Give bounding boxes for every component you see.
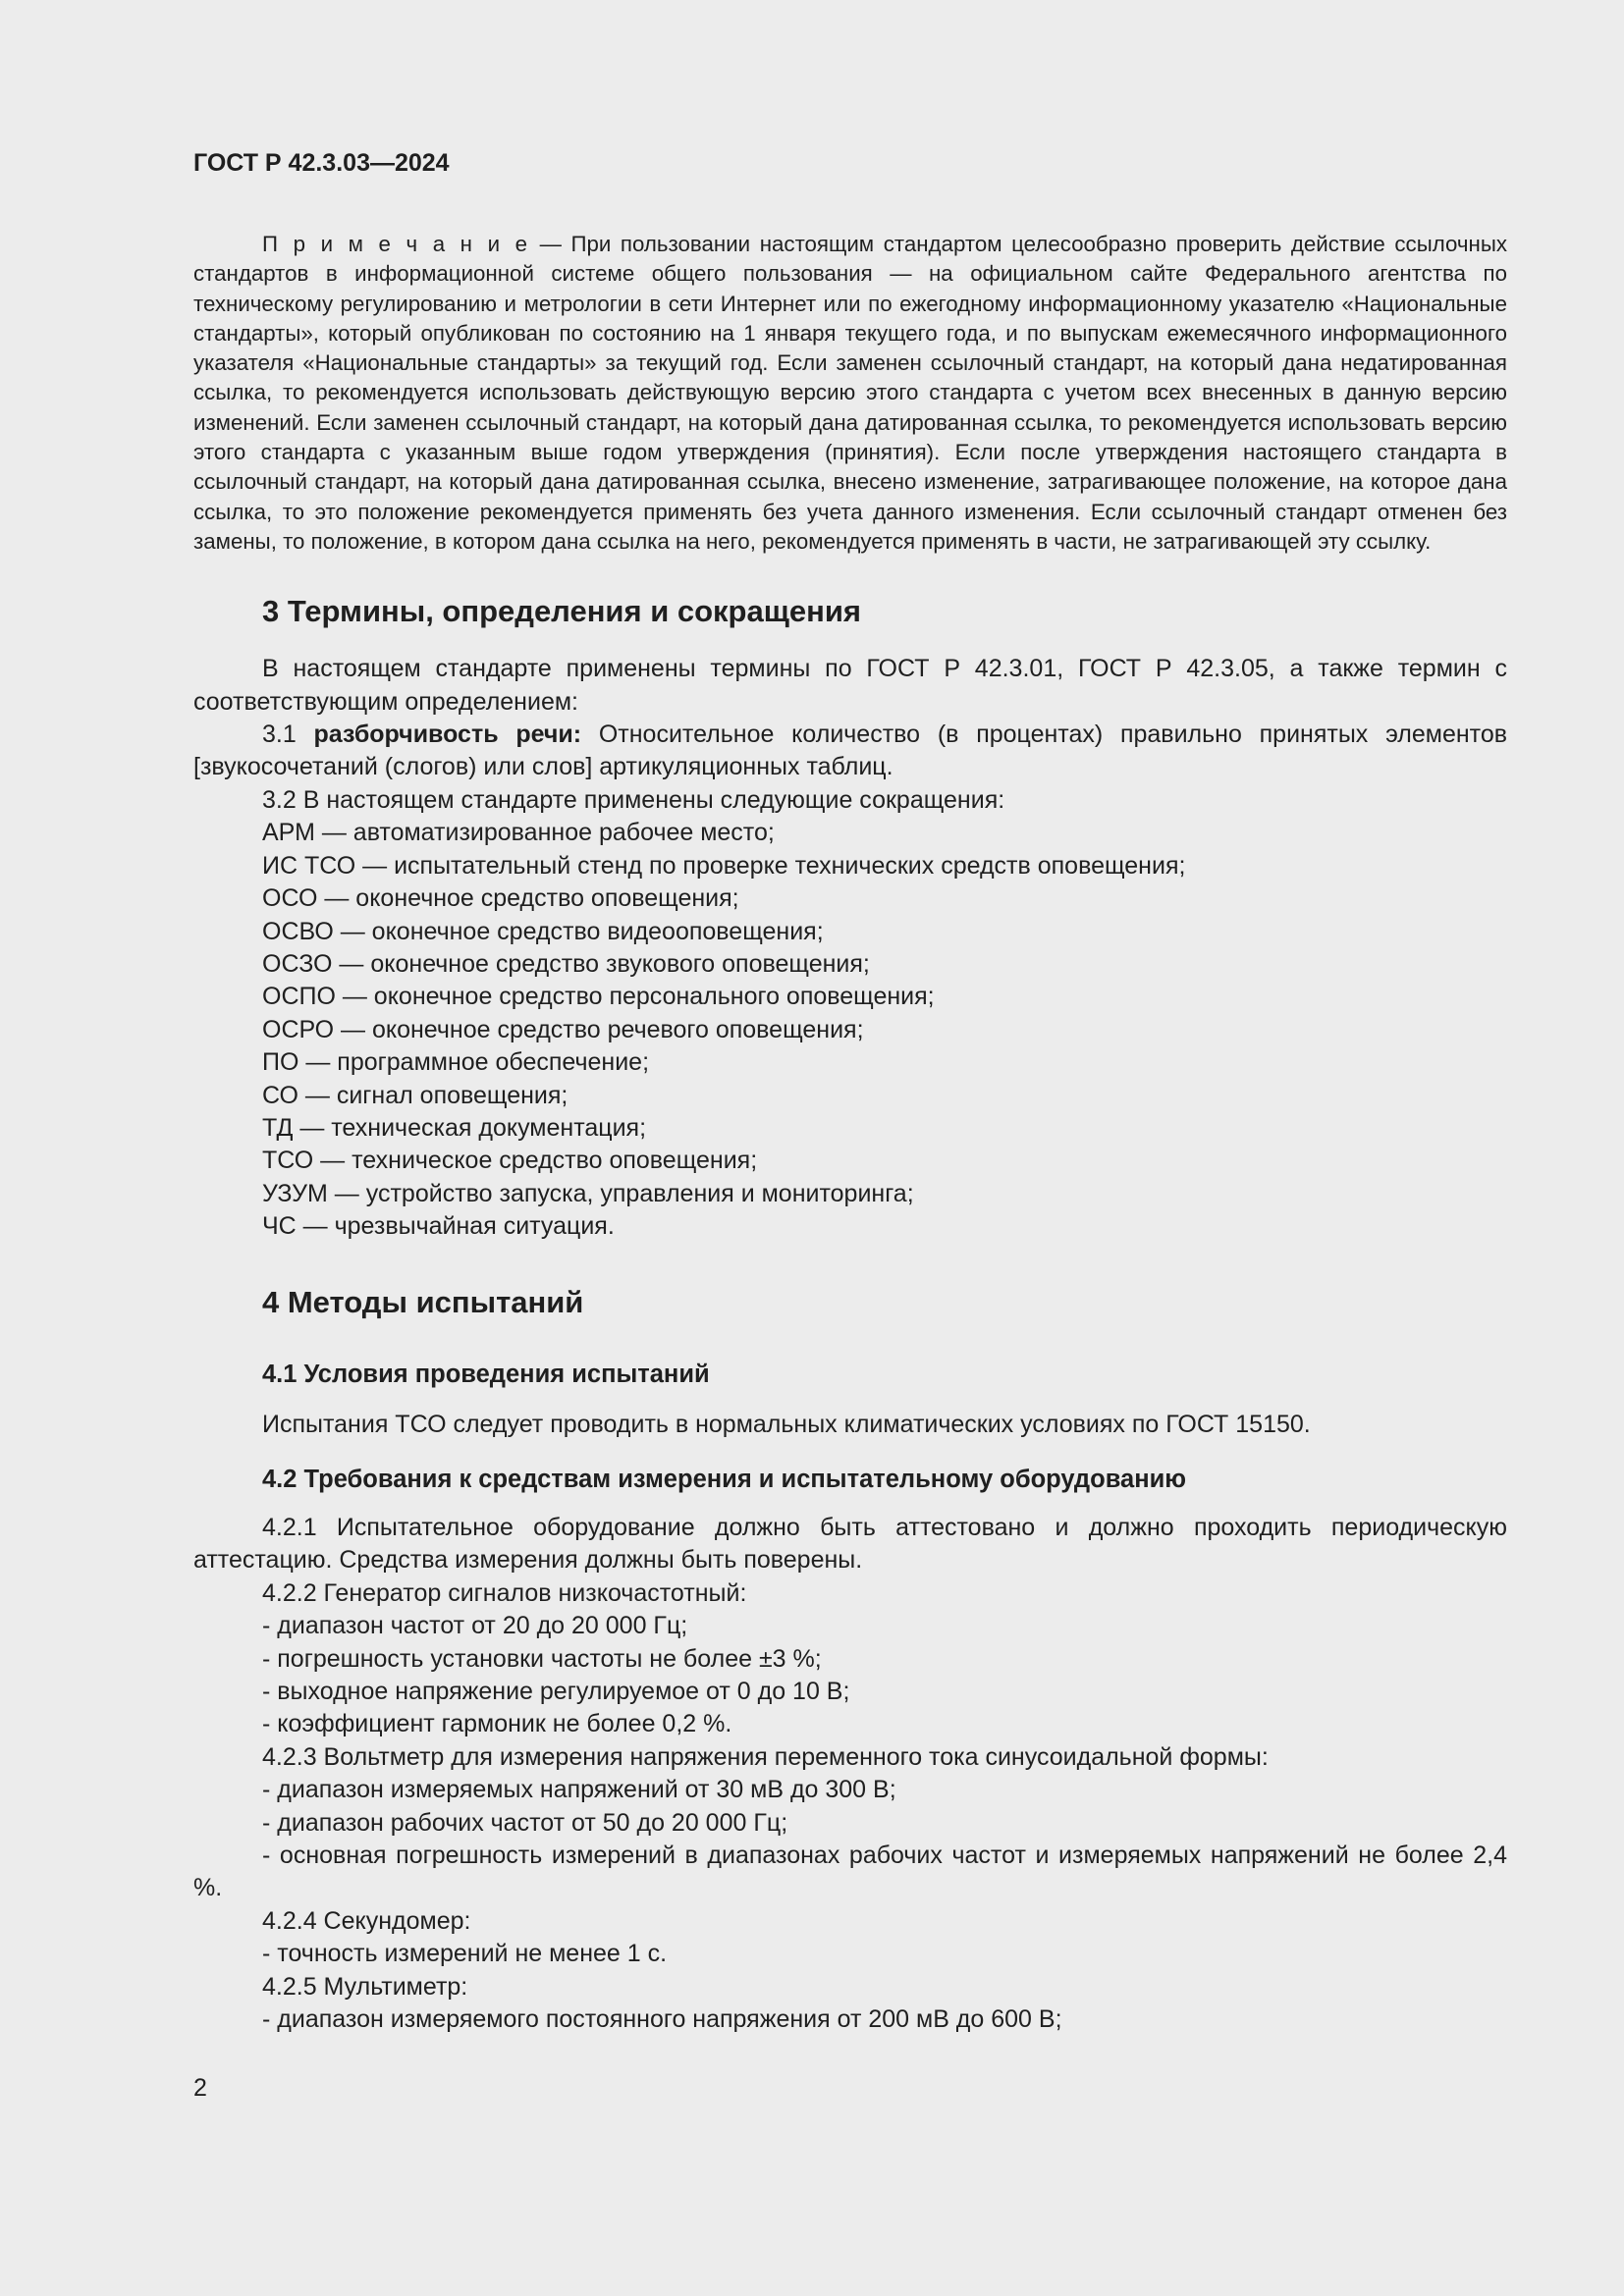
section-4-2-heading: 4.2 Требования к средствам измерения и испытательному оборудованию bbox=[262, 1465, 1187, 1493]
abbreviation-item: ОСВО — оконечное средство видеооповещения; bbox=[262, 917, 824, 945]
note-text: — При пользовании настоящим стандартом целесообразно проверить действие ссылочных стандартов в информационной системе общего пользования — на официальном сайте Федерального агентства по техническому регулированию и метрологии в сети Интернет или по ежегодному информационному указателю «Национальные стандарты», который опубликован по состоянию на 1 января текущего года, и по выпускам ежемесячного информационного указателя «Национальные стандарты» за текущий год. Если заменен ссылочный стандарт, на который дана недатированная ссылка, то рекомендуется использовать действующую версию этого стандарта с учетом всех внесенных в данную версию изменений. Если заменен ссылочный стандарт, на который дана датированная ссылка, то рекомендуется использовать версию этого стандарта с указанным выше годом утверждения (принятия). Если после утверждения настоящего стандарта в ссылочный стандарт, на который дана датированная ссылка, внесено изменение, затрагивающее положение, на которое дана ссылка, то это положение рекомендуется применять без учета данного изменения. Если ссылочный стандарт отменен без замены, то положение, в котором дана ссылка на него, рекомендуется применять в части, не затрагивающей эту ссылку. bbox=[193, 232, 1507, 554]
section-4-2-body bbox=[193, 1512, 1507, 2037]
list-item: - коэффициент гармоник не более 0,2 %. bbox=[262, 1710, 732, 1738]
abbreviation-item: ОСРО — оконечное средство речевого оповещения; bbox=[262, 1015, 864, 1043]
list-item: - диапазон рабочих частот от 50 до 20 000 Гц; bbox=[262, 1808, 788, 1837]
list-item: - диапазон измеряемого постоянного напряжения от 200 мВ до 600 В; bbox=[262, 2005, 1062, 2034]
list-item: - выходное напряжение регулируемое от 0 до 10 В; bbox=[262, 1678, 850, 1706]
term-name: разборчивость речи: bbox=[313, 721, 582, 749]
clause-4-2-3: 4.2.3 Вольтметр для измерения напряжения переменного тока синусоидальной формы: bbox=[262, 1742, 1269, 1771]
abbreviation-item: ИС ТСО — испытательный стенд по проверке технических средств оповещения; bbox=[262, 851, 1186, 880]
term-3-1 bbox=[193, 719, 1507, 784]
abbreviation-item: ОСО — оконечное средство оповещения; bbox=[262, 884, 739, 913]
list-item: - точность измерений не менее 1 с. bbox=[262, 1940, 668, 1968]
note-label: П р и м е ч а н и е bbox=[262, 232, 531, 256]
page-number: 2 bbox=[193, 2074, 207, 2102]
list-item: - погрешность установки частоты не более ±3 %; bbox=[262, 1644, 822, 1673]
list-item: - основная погрешность измерений в диапазонах рабочих частот и измеряемых напряжений не более 2,4 %. bbox=[193, 1842, 1507, 1902]
list-item: - диапазон измеряемых напряжений от 30 мВ до 300 В; bbox=[262, 1776, 896, 1804]
note-paragraph bbox=[193, 230, 1507, 557]
abbreviation-item: СО — сигнал оповещения; bbox=[262, 1081, 568, 1109]
document-page bbox=[193, 145, 1507, 2036]
abbreviation-item: ТСО — техническое средство оповещения; bbox=[262, 1147, 758, 1175]
list-item: - диапазон частот от 20 до 20 000 Гц; bbox=[262, 1612, 688, 1640]
abbreviation-item: ТД — техническая документация; bbox=[262, 1113, 647, 1142]
clause-4-2-2: 4.2.2 Генератор сигналов низкочастотный: bbox=[262, 1578, 747, 1607]
clause-4-2-1: 4.2.1 Испытательное оборудование должно быть аттестовано и должно проходить периодическую аттестацию. Средства измерения должны быть поверены. bbox=[193, 1513, 1507, 1575]
abbreviation-item: ОСПО — оконечное средство персонального оповещения; bbox=[262, 983, 935, 1011]
abbreviation-item: ЧС — чрезвычайная ситуация. bbox=[262, 1212, 615, 1241]
section-4-1-heading: 4.1 Условия проведения испытаний bbox=[262, 1360, 710, 1388]
term-number: 3.1 bbox=[262, 721, 314, 749]
abbreviation-item: УЗУМ — устройство запуска, управления и мониторинга; bbox=[262, 1179, 914, 1207]
section-3-heading: 3 Термины, определения и сокращения bbox=[262, 594, 861, 629]
clause-4-2-5: 4.2.5 Мультиметр: bbox=[262, 1972, 468, 2001]
section-4-heading: 4 Методы испытаний bbox=[262, 1284, 584, 1319]
abbreviation-item: ПО — программное обеспечение; bbox=[262, 1048, 650, 1077]
term-definition: Относительное количество (в процентах) правильно принятых элементов [звукосочетаний (слогов) или слов] артикуляционных таблиц. bbox=[193, 721, 1508, 781]
section-3-intro: В настоящем стандарте применены термины по ГОСТ Р 42.3.01, ГОСТ Р 42.3.05, а также термин с соответствующим определением: bbox=[193, 655, 1507, 716]
section-3-body bbox=[193, 653, 1507, 1243]
abbreviation-item: АРМ — автоматизированное рабочее место; bbox=[262, 819, 775, 847]
clause-4-2-4: 4.2.4 Секундомер: bbox=[262, 1906, 471, 1935]
abbreviation-item: ОСЗО — оконечное средство звукового оповещения; bbox=[262, 949, 870, 978]
abbreviations-intro: 3.2 В настоящем стандарте применены следующие сокращения: bbox=[262, 785, 1005, 814]
section-4-1-text: Испытания ТСО следует проводить в нормальных климатических условиях по ГОСТ 15150. bbox=[262, 1410, 1311, 1438]
document-id: ГОСТ Р 42.3.03—2024 bbox=[193, 149, 450, 177]
